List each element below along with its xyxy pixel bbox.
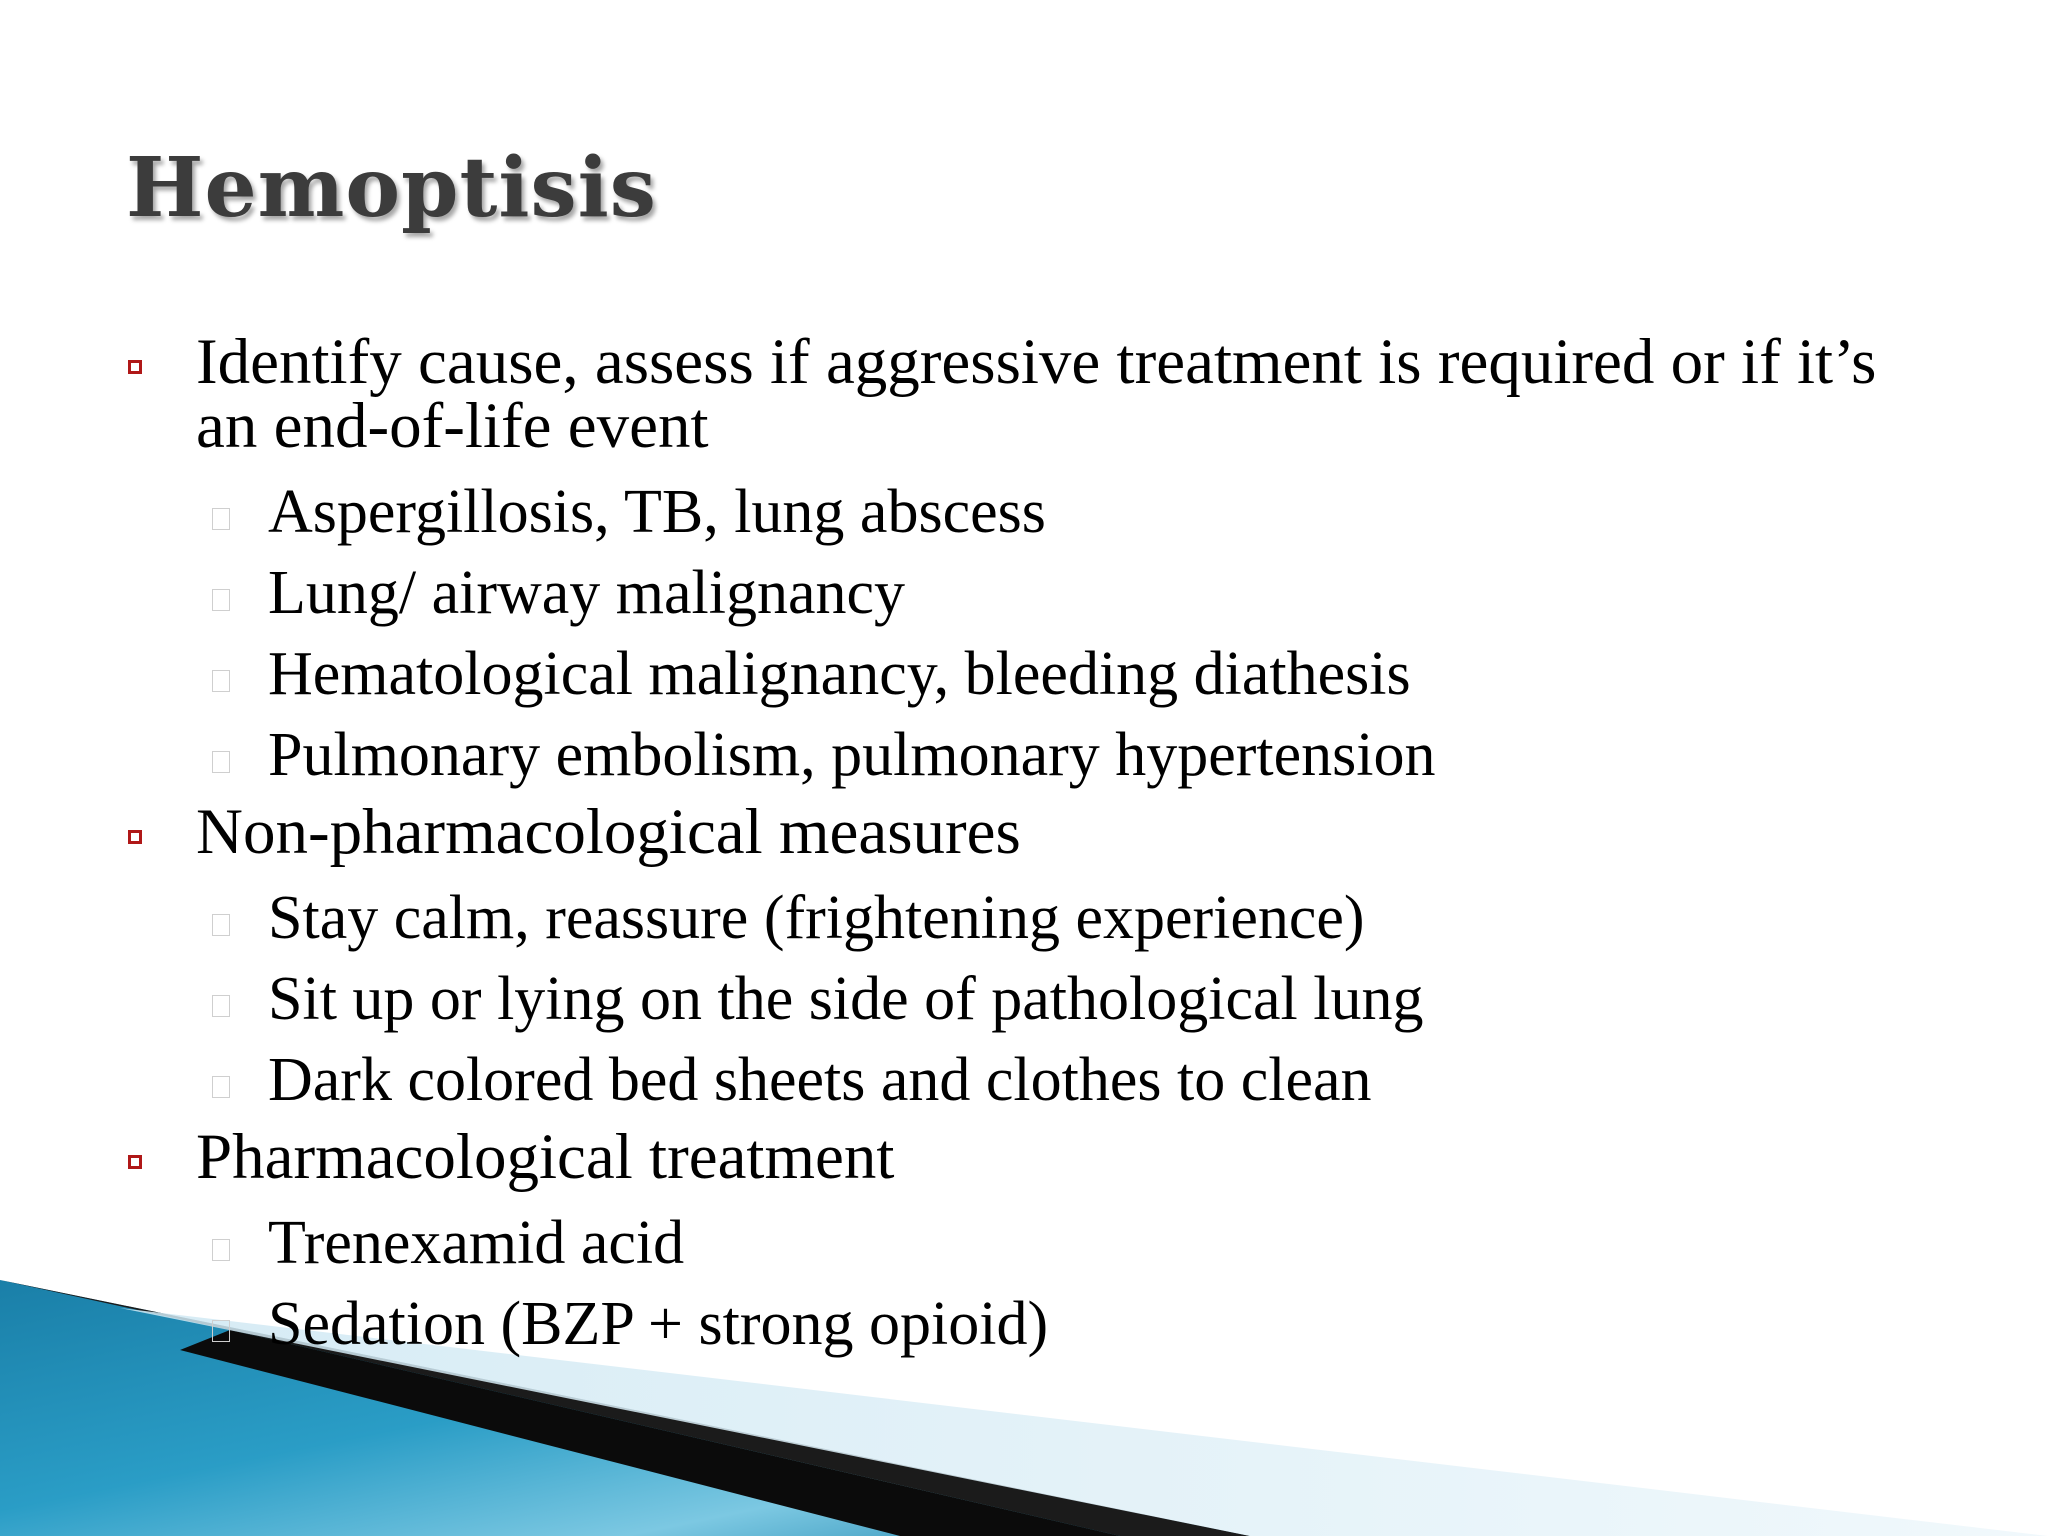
sub-bullet-text: Trenexamid acid [268, 1209, 685, 1277]
sub-list-item [126, 715, 1926, 796]
sub-list-item [126, 1203, 1926, 1284]
list-item [126, 796, 1926, 868]
square-bullet-icon [128, 360, 142, 374]
box-bullet-icon [212, 670, 230, 692]
sub-bullet-text: Dark colored bed sheets and clothes to clean [268, 1046, 1372, 1114]
sub-bullet-text: Sedation (BZP + strong opioid) [268, 1290, 1049, 1358]
box-bullet-icon [212, 1239, 230, 1261]
square-bullet-icon [128, 830, 142, 844]
sub-list-item [126, 959, 1926, 1040]
sub-list-item [126, 634, 1926, 715]
bullet-text: Identify cause, assess if aggressive treatment is required or if it’s an end-of-life event [196, 326, 1877, 462]
bullet-text: Non-pharmacological measures [196, 796, 1021, 868]
sub-list-item [126, 472, 1926, 553]
bullet-list [126, 326, 1926, 1369]
sub-list-item [126, 878, 1926, 959]
box-bullet-icon [212, 508, 230, 530]
sub-bullet-text: Sit up or lying on the side of pathological lung [268, 965, 1424, 1033]
sub-list-item [126, 1284, 1926, 1365]
box-bullet-icon [212, 914, 230, 936]
square-bullet-icon [128, 1155, 142, 1169]
section-non-pharmacological [126, 796, 1926, 1121]
section-cause [126, 326, 1926, 796]
sub-bullet-text: Hematological malignancy, bleeding diathesis [268, 640, 1411, 708]
sub-list-item [126, 553, 1926, 634]
list-item [126, 1121, 1926, 1193]
box-bullet-icon [212, 589, 230, 611]
list-item [126, 326, 1926, 462]
slide-title: Hemoptisis [126, 140, 657, 236]
box-bullet-icon [212, 995, 230, 1017]
sub-bullet-text: Pulmonary embolism, pulmonary hypertension [268, 721, 1436, 789]
box-bullet-icon [212, 751, 230, 773]
sub-list-item [126, 1040, 1926, 1121]
sub-bullet-text: Aspergillosis, TB, lung abscess [268, 478, 1046, 546]
box-bullet-icon [212, 1076, 230, 1098]
sub-bullet-text: Lung/ airway malignancy [268, 559, 906, 627]
sub-bullet-text: Stay calm, reassure (frightening experience) [268, 884, 1365, 952]
bullet-text: Pharmacological treatment [196, 1121, 895, 1193]
section-pharmacological [126, 1121, 1926, 1365]
box-bullet-icon [212, 1320, 230, 1342]
